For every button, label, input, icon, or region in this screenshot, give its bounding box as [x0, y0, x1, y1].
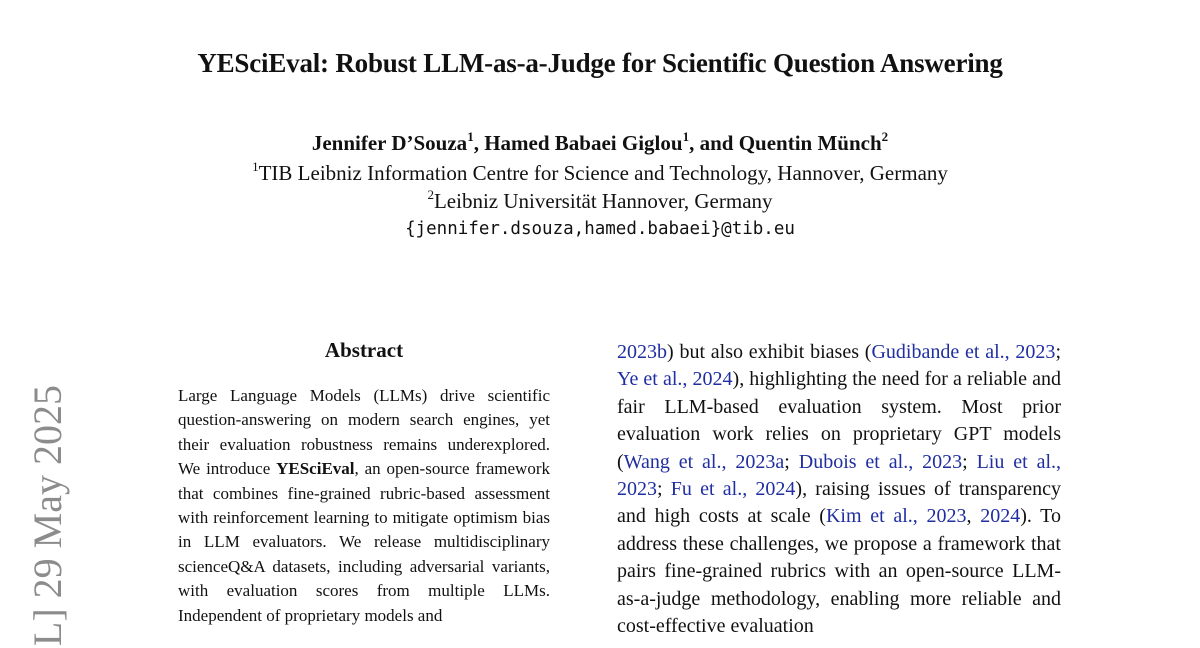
affiliation-text: TIB Leibniz Information Centre for Science and Technology, Hannover, Germany [258, 161, 948, 185]
abstract-text: Large Language Models (LLMs) drive scientific question-answering on modern search engines, yet their evaluation robustness remains underexplored. We introduce [178, 386, 550, 479]
author-separator: , [473, 131, 485, 155]
body-text: ) but also exhibit biases ( [667, 341, 872, 363]
body-text: ). To address these challenges, we propose a framework that pairs fine-grained rubrics with an open-source LLM-as-a-judge methodology, enabling more reliable and cost-effective evaluation [617, 505, 1062, 638]
abstract-body [178, 384, 550, 628]
author-list [0, 131, 1200, 156]
body-text: ; [657, 478, 671, 501]
affiliation-text: Leibniz Universität Hannover, Germany [433, 189, 773, 213]
citation-link[interactable]: Liu et al., 2023 [617, 450, 1062, 501]
author-affiliation-mark: 1 [467, 129, 474, 145]
author-name: Jennifer D’Souza [311, 131, 468, 155]
body-text: ; [962, 450, 977, 473]
arxiv-margin-stamp: L] 29 May 2025 [25, 385, 70, 647]
citation-link[interactable]: Kim et al., 2023 [825, 505, 967, 528]
framework-name: YESciEval [276, 459, 355, 479]
citation-link[interactable]: Dubois et al., 2023 [798, 450, 963, 473]
body-text: ), raising issues of transparency and high costs at scale ( [617, 478, 1061, 528]
author-name: Quentin Münch [738, 131, 882, 155]
affiliation-mark: 2 [427, 187, 434, 203]
citation-link[interactable]: Wang et al., 2023a [623, 450, 785, 473]
citation-link[interactable]: Ye et al., 2024 [617, 368, 733, 391]
author-email[interactable]: {jennifer.dsouza,hamed.babaei}@tib.eu [405, 219, 795, 239]
body-text: , [966, 505, 981, 528]
citation-link[interactable]: 2023b [617, 341, 667, 363]
affiliation-mark: 1 [252, 159, 259, 175]
author-separator: , and [689, 131, 739, 155]
author-affiliation-mark: 1 [682, 129, 690, 145]
affiliation-line [0, 189, 1200, 214]
citation-link[interactable]: Gudibande et al., 2023 [871, 341, 1056, 363]
author-name: Hamed Babaei Giglou [484, 131, 683, 155]
abstract-heading: Abstract [324, 338, 404, 362]
body-text-column [617, 339, 1061, 640]
citation-link[interactable]: 2024 [980, 505, 1021, 528]
body-text: ; [1055, 341, 1061, 363]
citation-link[interactable]: Fu et al., 2024 [670, 478, 796, 501]
author-affiliation-mark: 2 [881, 129, 889, 145]
affiliation-line [0, 161, 1200, 186]
body-text: ), highlighting the need for a reliable and fair LLM-based evaluation system. Most prior evaluation work relies on proprietary GPT models ( [617, 368, 1061, 473]
body-text: ; [784, 450, 799, 473]
paper-title: YESciEval: Robust LLM-as-a-Judge for Scientific Question Answering [197, 48, 1003, 78]
abstract-text: , an open-source framework that combines fine-grained rubric-based assessment with reinforcement learning to mitigate optimism bias in LLM evaluators. We release multidisciplinary scienceQ&A datasets, including adversarial variants, with evaluation scores from multiple LLMs. Independent of proprietary models and [178, 459, 550, 625]
